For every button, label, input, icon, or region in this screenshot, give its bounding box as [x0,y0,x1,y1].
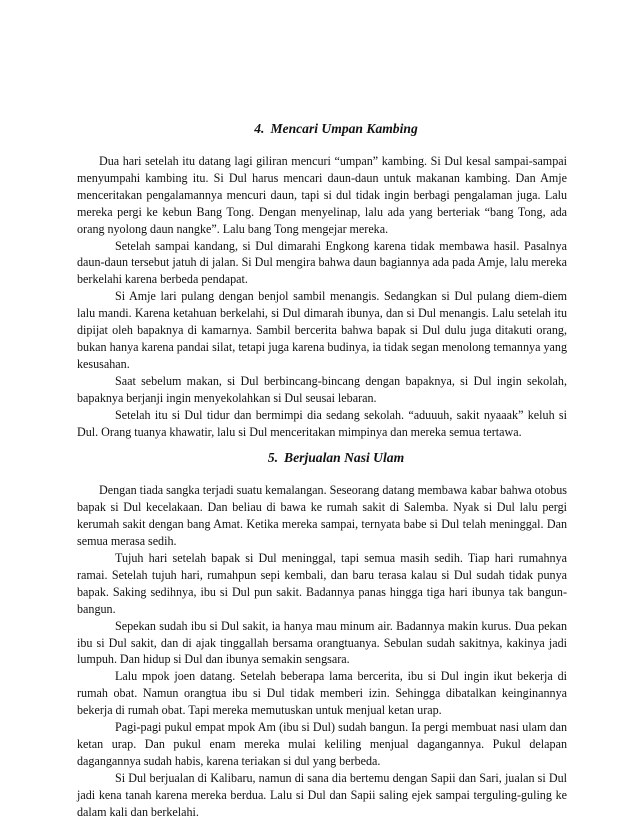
section-4 [77,121,567,440]
section-number: 5. [267,450,279,466]
section-heading: Berjualan Nasi Ulam [284,450,405,466]
paragraph: Setelah sampai kandang, si Dul dimarahi Engkong karena tidak membawa hasil. Pasalnya daun-daun tersebut jatuh di jalan. Si Dul mengira bahwa daun bagiannya ada pada Amje, lalu mereka berkelahi karena berbeda pendapat. [77,238,567,287]
section-number: 4. [254,121,265,136]
paragraph: Sepekan sudah ibu si Dul sakit, ia hanya mau minum air. Badannya makin kurus. Dua pekan ibu si Dul sakit, dan di ajak tinggallah bersama orangtuanya. Sebulan sudah sakitnya, kakinya jadi lumpuh. Dan hidup si Dul dan ibunya semakin sengsara. [77,618,567,667]
paragraph: Dengan tiada sangka terjadi suatu kemalangan. Seseorang datang membawa kabar bahwa otobus bapak si Dul kecelakaan. Dan beliau di bawa ke rumah sakit di Salemba. Nyak si Dul lalu pergi kerumah sakit dengan bang Amat. Ketika mereka sampai, ternyata babe si Dul telah meninggal. Dan semua merasa sedih. [77,483,567,549]
section-5 [77,450,567,820]
paragraph: Si Amje lari pulang dengan benjol sambil menangis. Sedangkan si Dul pulang diem-diem lalu mandi. Karena ketahuan berkelahi, si Dul dimarah ibunya, dan si Dul menangis. Lalu setelah itu dipijat oleh bapaknya di kamarnya. Sambil bercerita bahwa bapak si Dul dulu juga ditakuti orang, bukan hanya karena pandai silat, tetapi juga karena budinya, ia tidak segan menolong temannya yang kesusahan. [77,289,567,371]
paragraph: Tujuh hari setelah bapak si Dul meninggal, tapi semua masih sedih. Tiap hari rumahnya ramai. Setelah tujuh hari, rumahpun sepi kembali, dan baru terasa kalau si Dul sudah tidak punya bapak. Saking sedihnya, ibu si Dul pun sakit. Badannya panas hingga tiga hari ibunya tak bangun-bangun. [77,551,567,616]
section-title [77,121,567,137]
section-heading: Mencari Umpan Kambing [270,121,418,136]
paragraph: Saat sebelum makan, si Dul berbincang-bincang dengan bapaknya, si Dul ingin sekolah, bapaknya berjanji ingin menyekolahkan si Dul seusai lebaran. [77,373,567,405]
paragraph: Lalu mpok joen datang. Setelah beberapa lama bercerita, ibu si Dul ingin ikut bekerja di rumah obat. Namun orangtua ibu si Dul tidak memberi izin. Sehingga dibatalkan keinginannya bekerja di rumah obat. Tapi mereka memutuskan untuk menjual ketan urap. [77,669,567,718]
paragraph: Pagi-pagi pukul empat mpok Am (ibu si Dul) sudah bangun. Ia pergi membuat nasi ulam dan ketan urap. Dan pukul enam mereka mulai keliling menjual dagangannya. Pukul delapan dagangannya sudah habis, karena teriakan si dul yang berbeda. [77,720,567,768]
paragraph: Dua hari setelah itu datang lagi giliran mencuri “umpan” kambing. Si Dul kesal sampai-sampai menyumpahi kambing itu. Si Dul harus mencari daun-daun untuk makanan kambing. Dan Amje menceritakan pengalamannya mencuri daun, tapi si dul tidak ingin berbagi pengalaman juga. Lalu mereka pergi ke kebun Bang Tong. Dengan menyelinap, lalu ada yang berteriak “bang Tong, ada orang nyolong daun nangke”. Lalu bang Tong mengejar mereka. [77,154,567,236]
paragraph: Si Dul berjualan di Kalibaru, namun di sana dia bertemu dengan Sapii dan Sari, jualan si Dul jadi kena tanah karena mereka berdua. Lalu si Dul dan Sapii saling ejek sampai terguling-guling ke dalam kali dan berkelahi. [77,770,567,819]
paragraph: Setelah itu si Dul tidur dan bermimpi dia sedang sekolah. “aduuuh, sakit nyaaak” keluh si Dul. Orang tuanya khawatir, lalu si Dul menceritakan mimpinya dan mereka semua tertawa. [77,407,567,439]
section-title [77,450,567,466]
document-page [77,121,567,821]
